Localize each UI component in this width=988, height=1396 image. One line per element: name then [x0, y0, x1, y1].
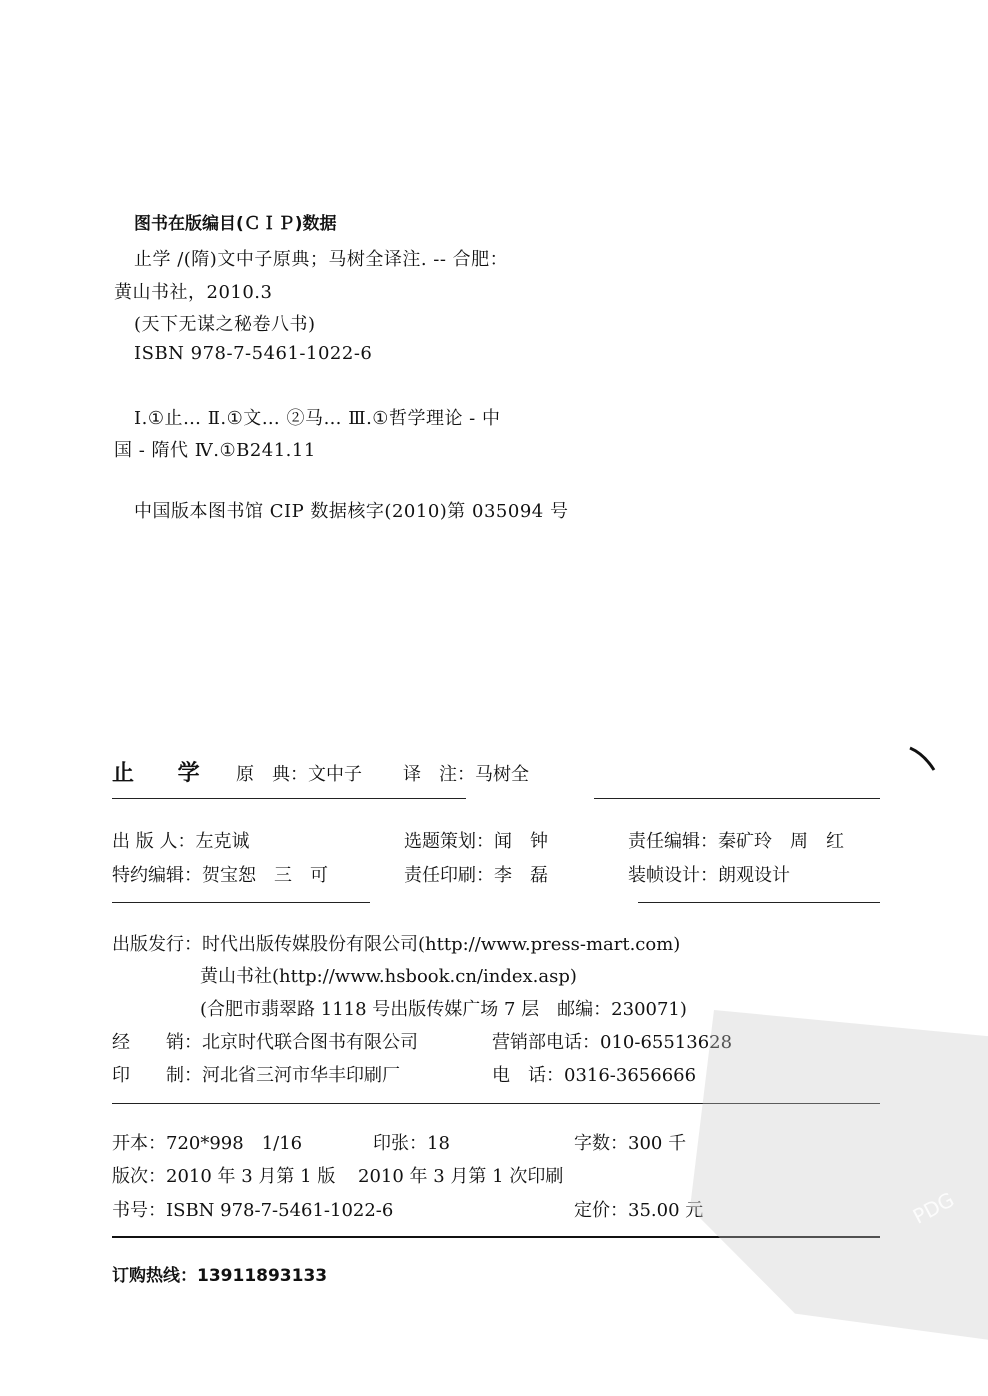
divider [594, 798, 880, 799]
topic-planner: 选题策划：闻 钟 [404, 831, 548, 852]
publisher-person: 出 版 人：左克诚 [112, 831, 250, 852]
printer: 印 制：河北省三河市华丰印刷厂 [112, 1065, 400, 1086]
order-hotline: 订购热线：13911893133 [112, 1266, 328, 1286]
distribution: 出版发行：时代出版传媒股份有限公司(http://www.press-mart.com) [112, 934, 681, 955]
translator: 译 注：马树全 [403, 764, 529, 785]
edition: 版次：2010 年 3 月第 1 版 [112, 1166, 336, 1187]
stroke-mark [908, 744, 938, 774]
cip-classification: 国 - 隋代 Ⅳ.①B241.11 [114, 440, 316, 461]
binding-design: 装帧设计：朗观设计 [628, 865, 790, 886]
format: 开本：720*998 1/16 [112, 1133, 303, 1154]
cip-classification: Ⅰ.①止… Ⅱ.①文… ②马… Ⅲ.①哲学理论 - 中 [134, 408, 501, 429]
divider [112, 902, 370, 903]
printer-phone: 电 话：0316-3656666 [492, 1065, 697, 1086]
original-author: 原 典：文中子 [236, 764, 362, 785]
cip-title: 图书在版编目(ＣＩＰ)数据 [134, 214, 337, 234]
cip-record-number: 中国版本图书馆 CIP 数据核字(2010)第 035094 号 [134, 501, 569, 522]
printing: 2010 年 3 月第 1 次印刷 [358, 1166, 564, 1187]
watermark-text: PDG [908, 1187, 959, 1229]
cip-line: 黄山书社，2010.3 [114, 282, 273, 303]
sales-phone: 营销部电话：010-65513628 [492, 1032, 733, 1053]
word-count: 字数：300 千 [574, 1133, 687, 1154]
watermark-seal [690, 1010, 988, 1340]
divider [638, 902, 880, 903]
book-title: 止 学 [112, 760, 218, 786]
cip-line: 止学 /(隋)文中子原典；马树全译注. -- 合肥： [134, 249, 509, 270]
price: 定价：35.00 元 [574, 1200, 704, 1221]
sheets: 印张：18 [373, 1133, 450, 1154]
print-manager: 责任印刷：李 磊 [404, 865, 548, 886]
chief-editor: 责任编辑：秦矿玲 周 红 [628, 831, 844, 852]
distribution: 黄山书社(http://www.hsbook.cn/index.asp) [200, 966, 577, 987]
divider [112, 798, 466, 799]
isbn: 书号：ISBN 978-7-5461-1022-6 [112, 1200, 394, 1221]
cip-line: (天下无谋之秘卷八书) [134, 314, 316, 335]
special-editor: 特约编辑：贺宝恕 三 可 [112, 865, 328, 886]
address: (合肥市翡翠路 1118 号出版传媒广场 7 层 邮编：230071) [200, 999, 687, 1020]
seller: 经 销：北京时代联合图书有限公司 [112, 1032, 418, 1053]
cip-isbn: ISBN 978-7-5461-1022-6 [134, 343, 373, 364]
